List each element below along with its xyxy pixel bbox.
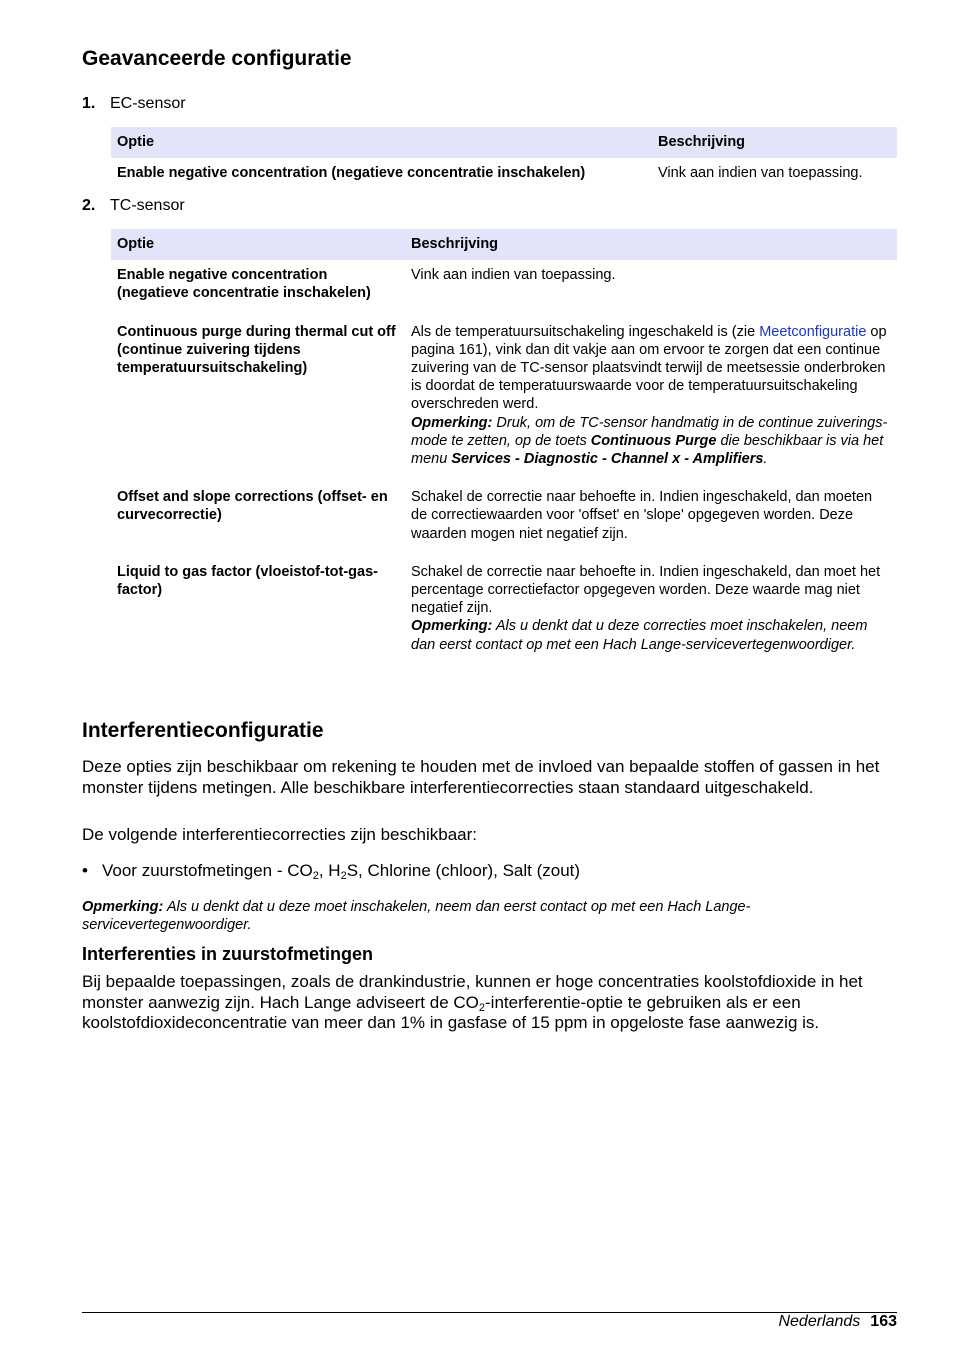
tc-options-table bbox=[111, 229, 897, 668]
note-label: Opmerking: bbox=[411, 618, 493, 635]
note-text: Als u denkt dat u deze correcties moet inschakelen, neem dan eerst contact op met een Hach Lange-servicevertegenwoordiger bbox=[411, 618, 868, 653]
paragraph-text: Bij bepaalde toepassingen, zoals de drankindustrie, kunnen er hoge concentraties koolstofdioxide in het monster aanwezig zijn. Hach Lange adviseert de CO bbox=[82, 972, 863, 1012]
option-name: Enable negative concentration (negatieve concentratie inschakelen) bbox=[117, 267, 371, 302]
note-text: Druk, om de TC-sensor handmatig in de continue zuiverings-mode te zetten, op de toets bbox=[411, 414, 888, 449]
desc-text: Schakel de correctie naar behoefte in. Indien ingeschakeld, dan moet het percentage correctiefactor opgegeven worden. Deze waarde mag niet negatief zijn. bbox=[411, 563, 881, 617]
option-name: Enable negative concentration (negatieve concentratie inschakelen) bbox=[117, 165, 586, 182]
step-number: 1. bbox=[82, 95, 96, 112]
desc-text: op pagina 161), vink dan dit vakje aan om ervoor te zorgen dat een continue zuivering van de TC-sensor plaatsvindt terwijl de meetsessie onderbroken is doordat de temperatuurswaarde voor de temperatuursuitschakeling overschreden werd. bbox=[411, 323, 887, 413]
paragraph: Deze opties zijn beschikbaar om rekening te houden met de invloed van bepaalde stoffen of gassen in het monster tijdens metingen. Alle beschikbare interferentiecorrecties staan standaard uitgeschakeld. bbox=[82, 757, 880, 797]
list-text: , H bbox=[318, 861, 341, 880]
note-label: Opmerking: bbox=[82, 899, 164, 915]
desc-text: Als de temperatuursuitschakeling ingeschakeld is (zie bbox=[411, 323, 760, 340]
continuous-purge-key: Continuous Purge bbox=[590, 432, 717, 449]
note-text: die beschikbaar is via het menu bbox=[411, 432, 884, 468]
table-header-row bbox=[111, 229, 897, 260]
step-number: 2. bbox=[82, 197, 96, 214]
footer-divider bbox=[82, 1312, 897, 1313]
header-optie: Optie bbox=[111, 127, 652, 158]
option-description: Vink aan indien van toepassing. bbox=[658, 165, 863, 182]
note-label: Opmerking: bbox=[411, 414, 493, 431]
table-row bbox=[111, 317, 897, 483]
header-beschrijving: Beschrijving bbox=[652, 127, 897, 158]
step-tc-sensor bbox=[82, 196, 185, 216]
menu-path: Services - Diagnostic - Channel x - Amplifiers bbox=[451, 451, 764, 468]
option-description: Vink aan indien van toepassing. bbox=[411, 267, 616, 284]
list-text: S, Chlorine (chloor), Salt (zout) bbox=[346, 861, 581, 880]
header-beschrijving: Beschrijving bbox=[405, 229, 897, 260]
footer-language: Nederlands bbox=[778, 1313, 861, 1330]
footer bbox=[778, 1312, 897, 1332]
option-description bbox=[405, 317, 897, 483]
table-row bbox=[111, 557, 897, 668]
subsection-title: Interferenties in zuurstofmetingen bbox=[82, 944, 374, 964]
note-text: . bbox=[851, 636, 856, 653]
paragraph-text: -interferentie-optie te gebruiken als er een koolstofdioxideconcentratie van meer dan 1% in gasfase of 15 ppm in opgeloste fase aanwezig is. bbox=[82, 992, 820, 1032]
option-name: Liquid to gas factor (vloeistof-tot-gas-factor) bbox=[117, 563, 378, 599]
note-text: Als u denkt dat u deze moet inschakelen, neem dan eerst contact op met een Hach Lange-servicevertegenwoordiger. bbox=[82, 899, 751, 933]
section-title-interference: Interferentieconfiguratie bbox=[82, 719, 324, 742]
option-name: Offset and slope corrections (offset- en curvecorrectie) bbox=[117, 489, 388, 524]
option-name: Continuous purge during thermal cut off (continue zuivering tijdens temperatuursuitschakeling) bbox=[117, 323, 396, 377]
list-text: Voor zuurstofmetingen - CO bbox=[102, 861, 313, 880]
note bbox=[82, 898, 897, 934]
table-row bbox=[111, 158, 897, 186]
section-title-advanced: Geavanceerde configuratie bbox=[82, 47, 352, 70]
step-label: TC-sensor bbox=[110, 197, 185, 214]
paragraph: De volgende interferentiecorrecties zijn beschikbaar: bbox=[82, 825, 477, 844]
subscript: 2 bbox=[340, 870, 347, 882]
step-label: EC-sensor bbox=[110, 95, 186, 112]
note-text: . bbox=[763, 451, 768, 468]
table-row bbox=[111, 260, 897, 316]
ec-options-table bbox=[111, 127, 897, 186]
page-number: 163 bbox=[870, 1313, 897, 1330]
paragraph bbox=[82, 972, 897, 1034]
table-row bbox=[111, 482, 897, 557]
option-description: Schakel de correctie naar behoefte in. Indien ingeschakeld, dan moeten de correctiewaarden voor 'offset' en 'slope' opgegeven worden. Deze waarden mogen niet negatief zijn. bbox=[411, 489, 873, 542]
bullet-mark: • bbox=[82, 861, 88, 880]
subscript: 2 bbox=[312, 870, 319, 882]
option-description bbox=[405, 557, 897, 668]
meetconfiguratie-link[interactable]: Meetconfiguratie bbox=[759, 323, 867, 340]
step-ec-sensor bbox=[82, 94, 186, 114]
header-optie: Optie bbox=[111, 229, 405, 260]
subscript: 2 bbox=[478, 1001, 486, 1014]
table-header-row bbox=[111, 127, 897, 158]
list-item bbox=[82, 861, 897, 882]
